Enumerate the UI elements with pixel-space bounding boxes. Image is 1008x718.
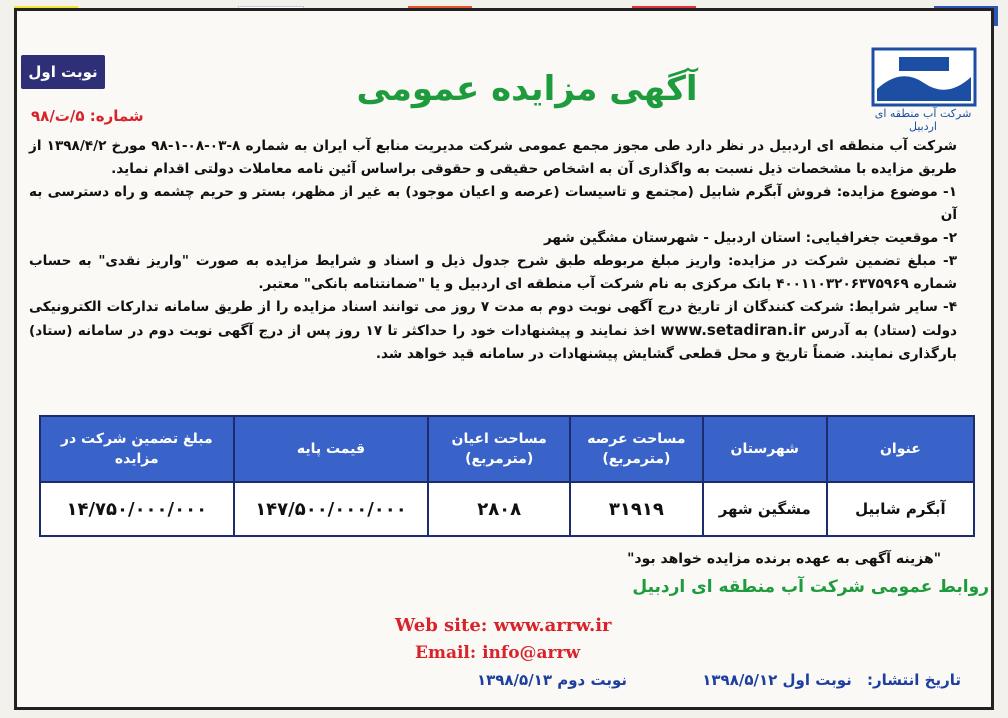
cell-base-price: ۱۴۷/۵۰۰/۰۰۰/۰۰۰ xyxy=(234,482,429,536)
cell-title: آبگرم شابیل xyxy=(827,482,974,536)
auction-table xyxy=(39,415,975,537)
setad-link[interactable]: www.setadiran.ir xyxy=(660,321,806,339)
logo-caption: شرکت آب منطقه ای اردبیل xyxy=(874,107,972,133)
publish-label: تاریخ انتشار: xyxy=(867,671,961,689)
notice-number: شماره: ۵/ت/۹۸ xyxy=(31,107,144,125)
website-link[interactable]: Web site: www.arrw.ir xyxy=(395,615,612,636)
item-location: ۲- موقعیت جغرافیایی: استان اردبیل - شهرستان مشگین شهر xyxy=(543,230,957,246)
second-turn-date: نوبت دوم ۱۳۹۸/۵/۱۳ xyxy=(476,671,627,689)
item-subject: ۱- موضوع مزایده: فروش آبگرم شابیل (مجتمع و تاسیسات (عرصه و اعیان موجود) به غیر از مظهر، بستر و حریم چشمه و راه دسترسی به آن xyxy=(29,184,957,223)
item-conditions xyxy=(29,296,957,366)
col-header-guarantee: مبلغ تضمین شرکت در مزایده xyxy=(40,416,234,482)
email-link[interactable]: Email: info@arrw xyxy=(415,643,581,663)
item-guarantee: ۳- مبلغ تضمین شرکت در مزایده: واریز مبلغ مربوطه طبق شرح جدول ذیل و اسناد و شرایط مزایده به صورت "واریز نقدی" به حساب شماره ۴۰۰۱۱۰۳۲۰۶۳۷۵۹۶۹ بانک مرکزی به نام شرکت آب منطقه ای اردبیل و یا "ضمانتنامه بانکی" معتبر. xyxy=(29,253,957,292)
notice-body xyxy=(29,135,957,366)
table-header-row xyxy=(40,416,974,482)
cell-land-area: ۳۱۹۱۹ xyxy=(570,482,703,536)
col-header-city: شهرستان xyxy=(703,416,827,482)
col-header-land-area: مساحت عرصه (مترمربع) xyxy=(570,416,703,482)
col-header-base-price: قیمت پایه xyxy=(234,416,429,482)
publish-dates xyxy=(477,671,961,689)
col-header-building-area: مساحت اعیان (مترمربع) xyxy=(428,416,570,482)
conditions-text-a: ۴- سایر شرایط: شرکت کنندگان از تاریخ درج آگهی نوبت دوم به مدت ۷ روز می توانند اسناد مزایده را از طریق سامانه تدارکات الکترونیکی دولت (ستاد) به آدرس xyxy=(29,299,958,339)
table-row xyxy=(40,482,974,536)
public-relations: روابط عمومی شرکت آب منطقه ای اردبیل xyxy=(632,577,989,597)
intro-paragraph: شرکت آب منطقه ای اردبیل در نظر دارد طی مجوز مجمع عمومی شرکت مدیریت منابع آب ایران به شماره ۸-۰۳-۰۸-۱-۹۸ مورخ ۱۳۹۸/۴/۲ از طریق مزایده با مشخصات ذیل نسبت به واگذاری آن به اشخاص حقیقی و حقوقی براساس آئین نامه معاملات دولتی اقدام نماید. xyxy=(29,138,957,177)
conditions-text-b: اخذ نمایند و پیشنهادات خود را حداکثر تا ۱۷ روز پس از درج آگهی نوبت دوم در سامانه (ستاد) بارگذاری نمایند. ضمناً تاریخ و محل قطعی گشایش پیشنهادات در سامانه قید خواهد شد. xyxy=(29,323,957,362)
col-header-title: عنوان xyxy=(827,416,974,482)
cell-city: مشگین شهر xyxy=(703,482,827,536)
cell-building-area: ۲۸۰۸ xyxy=(428,482,570,536)
turn-badge: نوبت اول xyxy=(21,55,105,89)
notice-page xyxy=(14,8,994,710)
notice-title: آگهی مزایده عمومی xyxy=(356,69,698,109)
first-turn-date: نوبت اول ۱۳۹۸/۵/۱۲ xyxy=(702,671,852,689)
fee-note: "هزینه آگهی به عهده برنده مزایده خواهد بود" xyxy=(627,551,941,567)
cell-guarantee: ۱۴/۷۵۰/۰۰۰/۰۰۰ xyxy=(40,482,234,536)
